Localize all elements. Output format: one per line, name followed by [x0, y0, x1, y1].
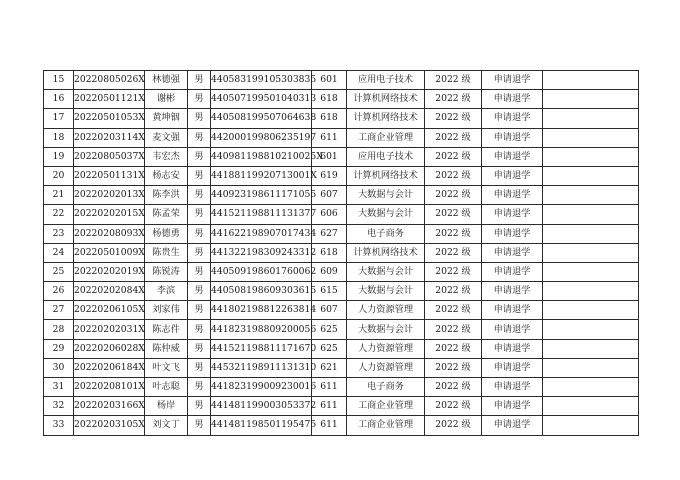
status-cell: 申请退学 [482, 128, 543, 147]
gender-cell: 男 [188, 166, 211, 185]
grade-cell: 2022 级 [425, 128, 482, 147]
id-card-cell: 44188119920713001X [211, 166, 312, 185]
major-cell: 人力资源管理 [347, 339, 425, 358]
major-cell: 计算机网络技术 [347, 243, 425, 262]
student-name-cell: 陈孟荣 [145, 205, 188, 224]
major-cell: 工商企业管理 [347, 128, 425, 147]
remark-cell [543, 397, 639, 416]
student-name-cell: 谢彬 [145, 90, 188, 109]
gender-cell: 男 [188, 186, 211, 205]
student-name-cell: 韦宏杰 [145, 147, 188, 166]
remark-cell [543, 147, 639, 166]
major-cell: 应用电子技术 [347, 147, 425, 166]
major-code-cell: 618 [312, 109, 347, 128]
gender-cell: 男 [188, 416, 211, 435]
table-row [44, 147, 639, 166]
student-name-cell: 杨志安 [145, 166, 188, 185]
table-row [44, 224, 639, 243]
student-name-cell: 陈李洪 [145, 186, 188, 205]
id-card-cell: 441521198811171670 [211, 339, 312, 358]
student-name-cell: 陈仲威 [145, 339, 188, 358]
row-number: 15 [44, 71, 74, 90]
grade-cell: 2022 级 [425, 320, 482, 339]
remark-cell [543, 262, 639, 281]
remark-cell [543, 301, 639, 320]
major-cell: 应用电子技术 [347, 71, 425, 90]
major-cell: 电子商务 [347, 378, 425, 397]
grade-cell: 2022 级 [425, 147, 482, 166]
student-name-cell: 叶志聪 [145, 378, 188, 397]
row-number: 20 [44, 166, 74, 185]
student-name-cell: 刘家伟 [145, 301, 188, 320]
student-name-cell: 陈贵生 [145, 243, 188, 262]
row-number: 17 [44, 109, 74, 128]
major-cell: 工商企业管理 [347, 416, 425, 435]
grade-cell: 2022 级 [425, 282, 482, 301]
gender-cell: 男 [188, 358, 211, 377]
major-code-cell: 621 [312, 358, 347, 377]
withdrawal-table [43, 70, 639, 436]
student-name-cell: 杨岸 [145, 397, 188, 416]
major-cell: 电子商务 [347, 224, 425, 243]
gender-cell: 男 [188, 205, 211, 224]
major-code-cell: 606 [312, 205, 347, 224]
student-id-cell: 20220208093X [74, 224, 145, 243]
table-row [44, 186, 639, 205]
id-card-cell: 441823198809200056 [211, 320, 312, 339]
status-cell: 申请退学 [482, 90, 543, 109]
id-card-cell: 441622198907017434 [211, 224, 312, 243]
id-card-cell: 440583199105303835 [211, 71, 312, 90]
status-cell: 申请退学 [482, 301, 543, 320]
remark-cell [543, 109, 639, 128]
major-code-cell: 627 [312, 224, 347, 243]
status-cell: 申请退学 [482, 282, 543, 301]
status-cell: 申请退学 [482, 166, 543, 185]
grade-cell: 2022 级 [425, 90, 482, 109]
table-row [44, 205, 639, 224]
table-row [44, 71, 639, 90]
status-cell: 申请退学 [482, 378, 543, 397]
student-name-cell: 陈锐涛 [145, 262, 188, 281]
status-cell: 申请退学 [482, 243, 543, 262]
table-row [44, 262, 639, 281]
student-id-cell: 20220203105X [74, 416, 145, 435]
major-code-cell: 611 [312, 397, 347, 416]
table-row [44, 339, 639, 358]
gender-cell: 男 [188, 71, 211, 90]
major-code-cell: 615 [312, 282, 347, 301]
grade-cell: 2022 级 [425, 243, 482, 262]
table-body [44, 71, 639, 436]
row-number: 32 [44, 397, 74, 416]
student-name-cell: 林德强 [145, 71, 188, 90]
table-row [44, 397, 639, 416]
student-id-cell: 20220202013X [74, 186, 145, 205]
student-id-cell: 20220805026X [74, 71, 145, 90]
remark-cell [543, 320, 639, 339]
status-cell: 申请退学 [482, 262, 543, 281]
student-id-cell: 20220805037X [74, 147, 145, 166]
row-number: 33 [44, 416, 74, 435]
remark-cell [543, 186, 639, 205]
row-number: 18 [44, 128, 74, 147]
status-cell: 申请退学 [482, 320, 543, 339]
table-row [44, 320, 639, 339]
gender-cell: 男 [188, 109, 211, 128]
id-card-cell: 440507199501040313 [211, 90, 312, 109]
major-cell: 人力资源管理 [347, 301, 425, 320]
grade-cell: 2022 级 [425, 416, 482, 435]
major-cell: 工商企业管理 [347, 397, 425, 416]
major-code-cell: 618 [312, 243, 347, 262]
student-id-cell: 20220202019X [74, 262, 145, 281]
student-id-cell: 20220501121X [74, 90, 145, 109]
student-name-cell: 黄坤铟 [145, 109, 188, 128]
status-cell: 申请退学 [482, 339, 543, 358]
remark-cell [543, 378, 639, 397]
grade-cell: 2022 级 [425, 378, 482, 397]
gender-cell: 男 [188, 301, 211, 320]
row-number: 26 [44, 282, 74, 301]
row-number: 29 [44, 339, 74, 358]
grade-cell: 2022 级 [425, 205, 482, 224]
id-card-cell: 440923198611171055 [211, 186, 312, 205]
id-card-cell: 445321198911131310 [211, 358, 312, 377]
remark-cell [543, 282, 639, 301]
major-code-cell: 619 [312, 166, 347, 185]
remark-cell [543, 224, 639, 243]
row-number: 30 [44, 358, 74, 377]
grade-cell: 2022 级 [425, 224, 482, 243]
row-number: 25 [44, 262, 74, 281]
table-row [44, 166, 639, 185]
student-id-cell: 20220501009X [74, 243, 145, 262]
grade-cell: 2022 级 [425, 358, 482, 377]
table-row [44, 128, 639, 147]
student-name-cell: 叶文飞 [145, 358, 188, 377]
id-card-cell: 441802198812263814 [211, 301, 312, 320]
major-code-cell: 607 [312, 301, 347, 320]
grade-cell: 2022 级 [425, 166, 482, 185]
grade-cell: 2022 级 [425, 109, 482, 128]
id-card-cell: 441322198309243312 [211, 243, 312, 262]
gender-cell: 男 [188, 320, 211, 339]
major-code-cell: 625 [312, 339, 347, 358]
student-id-cell: 20220202015X [74, 205, 145, 224]
major-code-cell: 611 [312, 416, 347, 435]
student-name-cell: 杨德勇 [145, 224, 188, 243]
table-row [44, 282, 639, 301]
student-id-cell: 20220206105X [74, 301, 145, 320]
student-id-cell: 20220203114X [74, 128, 145, 147]
status-cell: 申请退学 [482, 397, 543, 416]
row-number: 31 [44, 378, 74, 397]
student-id-cell: 20220208101X [74, 378, 145, 397]
major-cell: 计算机网络技术 [347, 109, 425, 128]
remark-cell [543, 416, 639, 435]
table-row [44, 109, 639, 128]
grade-cell: 2022 级 [425, 397, 482, 416]
student-name-cell: 李滨 [145, 282, 188, 301]
id-card-cell: 441823199009230016 [211, 378, 312, 397]
id-card-cell: 440509198601760062 [211, 262, 312, 281]
major-cell: 大数据与会计 [347, 205, 425, 224]
status-cell: 申请退学 [482, 186, 543, 205]
grade-cell: 2022 级 [425, 71, 482, 90]
id-card-cell: 440508199507064638 [211, 109, 312, 128]
gender-cell: 男 [188, 90, 211, 109]
id-card-cell: 441481199003053372 [211, 397, 312, 416]
status-cell: 申请退学 [482, 71, 543, 90]
student-id-cell: 20220206028X [74, 339, 145, 358]
gender-cell: 男 [188, 243, 211, 262]
grade-cell: 2022 级 [425, 262, 482, 281]
status-cell: 申请退学 [482, 205, 543, 224]
gender-cell: 男 [188, 378, 211, 397]
major-cell: 人力资源管理 [347, 358, 425, 377]
row-number: 16 [44, 90, 74, 109]
student-id-cell: 20220202031X [74, 320, 145, 339]
id-card-cell: 440981198810210025X [211, 147, 312, 166]
student-id-cell: 20220501131X [74, 166, 145, 185]
table-row [44, 90, 639, 109]
gender-cell: 男 [188, 224, 211, 243]
grade-cell: 2022 级 [425, 301, 482, 320]
major-cell: 大数据与会计 [347, 320, 425, 339]
remark-cell [543, 128, 639, 147]
major-cell: 大数据与会计 [347, 262, 425, 281]
major-code-cell: 625 [312, 320, 347, 339]
grade-cell: 2022 级 [425, 339, 482, 358]
gender-cell: 男 [188, 147, 211, 166]
major-code-cell: 611 [312, 128, 347, 147]
student-id-cell: 20220501053X [74, 109, 145, 128]
gender-cell: 男 [188, 397, 211, 416]
remark-cell [543, 358, 639, 377]
row-number: 24 [44, 243, 74, 262]
status-cell: 申请退学 [482, 109, 543, 128]
table-row [44, 301, 639, 320]
remark-cell [543, 243, 639, 262]
student-name-cell: 刘文丁 [145, 416, 188, 435]
student-name-cell: 麦文强 [145, 128, 188, 147]
gender-cell: 男 [188, 339, 211, 358]
major-code-cell: 618 [312, 90, 347, 109]
major-code-cell: 611 [312, 378, 347, 397]
status-cell: 申请退学 [482, 147, 543, 166]
student-name-cell: 陈志件 [145, 320, 188, 339]
remark-cell [543, 339, 639, 358]
status-cell: 申请退学 [482, 224, 543, 243]
row-number: 21 [44, 186, 74, 205]
id-card-cell: 442000199806235197 [211, 128, 312, 147]
major-code-cell: 609 [312, 262, 347, 281]
remark-cell [543, 205, 639, 224]
table-row [44, 378, 639, 397]
status-cell: 申请退学 [482, 416, 543, 435]
row-number: 23 [44, 224, 74, 243]
status-cell: 申请退学 [482, 358, 543, 377]
id-card-cell: 441481198501195475 [211, 416, 312, 435]
major-code-cell: 601 [312, 147, 347, 166]
row-number: 28 [44, 320, 74, 339]
gender-cell: 男 [188, 282, 211, 301]
row-number: 19 [44, 147, 74, 166]
major-cell: 计算机网络技术 [347, 90, 425, 109]
student-id-cell: 20220202084X [74, 282, 145, 301]
table-row [44, 358, 639, 377]
student-id-cell: 20220206184X [74, 358, 145, 377]
grade-cell: 2022 级 [425, 186, 482, 205]
row-number: 27 [44, 301, 74, 320]
major-cell: 大数据与会计 [347, 186, 425, 205]
major-cell: 大数据与会计 [347, 282, 425, 301]
row-number: 22 [44, 205, 74, 224]
gender-cell: 男 [188, 128, 211, 147]
major-cell: 计算机网络技术 [347, 166, 425, 185]
major-code-cell: 601 [312, 71, 347, 90]
id-card-cell: 441521198811131377 [211, 205, 312, 224]
major-code-cell: 607 [312, 186, 347, 205]
table-row [44, 243, 639, 262]
remark-cell [543, 166, 639, 185]
remark-cell [543, 71, 639, 90]
gender-cell: 男 [188, 262, 211, 281]
student-id-cell: 20220203166X [74, 397, 145, 416]
table-row [44, 416, 639, 435]
remark-cell [543, 90, 639, 109]
id-card-cell: 440508198609303615 [211, 282, 312, 301]
